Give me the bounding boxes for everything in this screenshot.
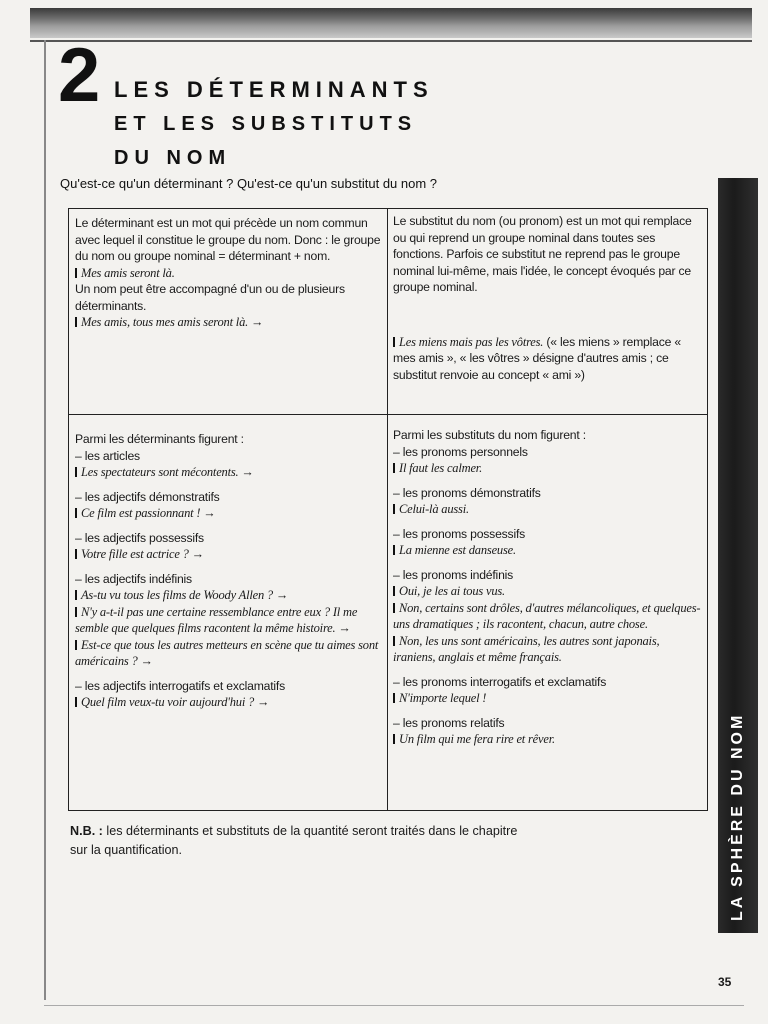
- example-line: La mienne est danseuse.: [393, 542, 703, 559]
- footnote-label: N.B. :: [70, 824, 103, 838]
- example-line: Un film qui me fera rire et rêver.: [393, 731, 703, 748]
- determinant-definition: Le déterminant est un mot qui précède un nom commun avec lequel il constitue le groupe du nom. Donc : le groupe du nom ou groupe nominal = déterminant + nom.: [75, 216, 381, 263]
- page-number: 35: [718, 975, 732, 989]
- chapter-title-line-2: ET LES SUBSTITUTS: [114, 113, 418, 135]
- example-line: Non, les uns sont américains, les autres sont japonais, iraniens, anglais et même français.: [393, 633, 660, 664]
- example-line: Les miens mais pas les vôtres. (« les miens » remplace « mes amis », « les vôtres » désigne d'autres amis ; ce substitut renvoie au concept « ami »): [393, 334, 681, 382]
- chapter-number: 2: [58, 33, 101, 118]
- category-label: – les adjectifs interrogatifs et exclamatifs: [75, 678, 285, 693]
- example-line: Les spectateurs sont mécontents. →: [75, 464, 385, 481]
- page-top-band: [30, 8, 752, 38]
- category-label: – les adjectifs possessifs: [75, 530, 204, 545]
- substitutes-list-cell: [393, 427, 703, 748]
- determinant-definition-cell: [75, 215, 381, 331]
- table-row-divider: [69, 414, 707, 415]
- category-label: – les pronoms relatifs: [393, 715, 505, 730]
- example-line: N'y a-t-il pas une certaine ressemblance entre eux ? Il me semble que quelques films racontent la même histoire. →: [75, 604, 358, 635]
- list-intro: Parmi les substituts du nom figurent :: [393, 428, 586, 442]
- chapter-title-line-3: DU NOM: [114, 147, 232, 169]
- example-line: Est-ce que tous les autres metteurs en scène que tu aimes sont américains ? →: [75, 637, 379, 668]
- table-column-divider: [387, 209, 388, 810]
- example-line: Mes amis, tous mes amis seront là. →: [75, 314, 381, 331]
- bottom-rule: [44, 1005, 744, 1006]
- example-line: Votre fille est actrice ? →: [75, 546, 385, 563]
- determinant-note: Un nom peut être accompagné d'un ou de plusieurs déterminants.: [75, 282, 345, 313]
- definitions-table: [68, 208, 708, 811]
- top-rule: [30, 40, 752, 42]
- example-line: Il faut les calmer.: [393, 460, 703, 477]
- example-line: As-tu vu tous les films de Woody Allen ? →: [75, 587, 385, 604]
- example-line: Non, certains sont drôles, d'autres mélancoliques, et quelques-uns dramatiques ; ils racontent, chacun, autre chose.: [393, 600, 701, 631]
- substitute-definition-cell: [393, 213, 703, 383]
- substitute-definition: Le substitut du nom (ou pronom) est un mot qui remplace ou qui reprend un groupe nominal dans toutes ses fonctions. Parfois ce substitut ne reprend pas le groupe nominal lui-même, mais l'idée, le concept évoqués par ce groupe nominal.: [393, 214, 692, 294]
- section-question: Qu'est-ce qu'un déterminant ? Qu'est-ce qu'un substitut du nom ?: [60, 176, 438, 191]
- category-label: – les pronoms démonstratifs: [393, 485, 541, 500]
- footnote: [70, 822, 530, 860]
- category-label: – les pronoms indéfinis: [393, 567, 514, 582]
- determinants-list-cell: [75, 431, 385, 711]
- category-label: – les adjectifs indéfinis: [75, 571, 192, 586]
- left-margin-rule: [44, 40, 46, 1000]
- category-label: – les adjectifs démonstratifs: [75, 489, 220, 504]
- category-label: – les articles: [75, 448, 140, 463]
- sidebar-label: LA SPHÈRE DU NOM: [729, 712, 746, 921]
- chapter-title-line-1: LES DÉTERMINANTS: [114, 77, 434, 102]
- example-line: N'importe lequel !: [393, 690, 703, 707]
- list-intro: Parmi les déterminants figurent :: [75, 432, 244, 446]
- example-line: Quel film veux-tu voir aujourd'hui ? →: [75, 694, 385, 711]
- example-line: Oui, je les ai tous vus.: [393, 583, 703, 600]
- category-label: – les pronoms personnels: [393, 444, 528, 459]
- category-label: – les pronoms possessifs: [393, 526, 526, 541]
- footnote-text: les déterminants et substituts de la quantité seront traités dans le chapitre sur la quantification.: [70, 824, 518, 857]
- example-line: Mes amis seront là.: [75, 265, 381, 282]
- category-label: – les pronoms interrogatifs et exclamatifs: [393, 674, 607, 689]
- example-line: Celui-là aussi.: [393, 501, 703, 518]
- example-line: Ce film est passionnant ! →: [75, 505, 385, 522]
